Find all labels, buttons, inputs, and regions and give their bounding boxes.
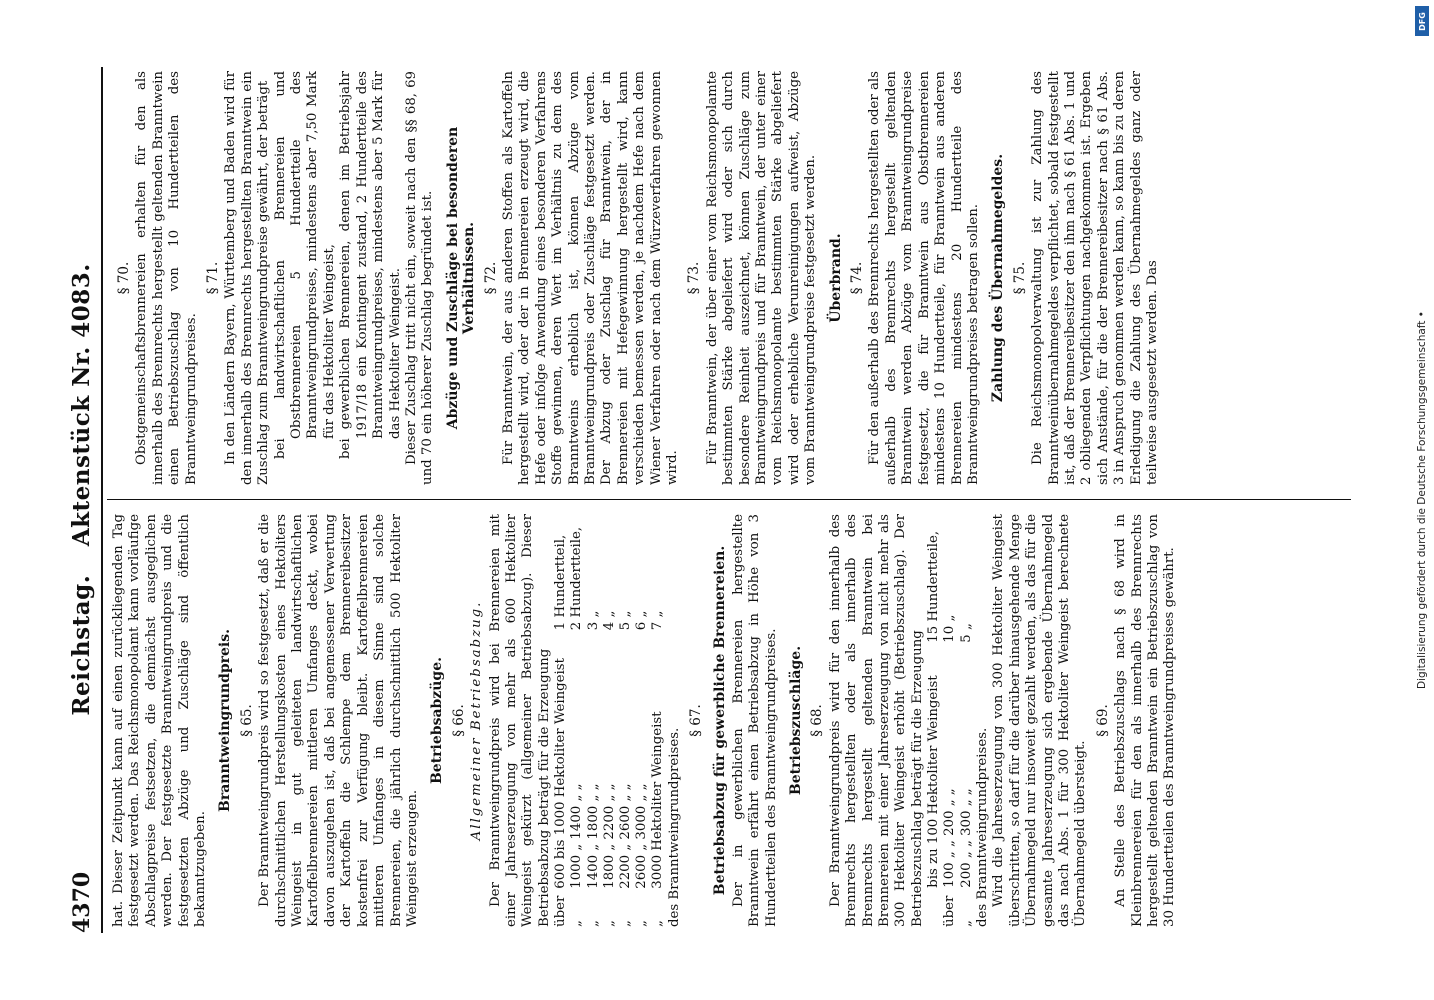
row-share: 2 Hundertteile, [569, 526, 585, 631]
row-range: 3000 Hektoliter Weingeist [650, 711, 666, 889]
table-row [569, 514, 585, 927]
section-67: § 67. [687, 704, 704, 737]
row-prefix [926, 888, 942, 927]
table-68 [926, 514, 975, 927]
table-row [650, 514, 666, 927]
row-share: 4 „ [601, 610, 617, 631]
row-leader [618, 630, 634, 634]
table-row [942, 514, 958, 927]
row-share: 5 „ [617, 610, 633, 631]
tail-68: des Branntweingrundpreises. [974, 727, 990, 927]
paragraph-75: Die Reichsmonopolverwaltung ist zur Zahlung des Branntweinübernahmegeldes verpflichtet, sobald festgestellt ist, daß der Brennereibesitzer den ihm nach § 61 Abs. 1 und 2 obliegenden Verpflichtungen nachgekommen ist. Ergeben sich Anstände, für die der Brennereibesitzer nach § 61 Abs. 3 in Anspruch genommen werden kann, so kann bis zu deren Erledigung die Zahlung des Übernahmegeldes ganz oder teilweise ausgesetzt werden. Das [1030, 71, 1160, 485]
dfg-logo: DFG [1415, 6, 1429, 36]
row-share: 7 „ [650, 610, 666, 631]
section-70: § 70. [116, 261, 132, 295]
table-row [634, 514, 650, 927]
table-row [959, 514, 975, 927]
row-range: 2600 „ 3000 „ „ [634, 783, 650, 889]
heading-betriebsabzuege: Betriebsabzüge. [429, 656, 446, 785]
heading-betriebszuschlaege: Betriebszuschläge. [788, 645, 805, 796]
row-leader [926, 643, 942, 647]
table-row [926, 514, 942, 927]
row-range: 600 bis 1000 Hektoliter Weingeist [553, 658, 569, 889]
row-leader [959, 643, 975, 647]
heading-72: Abzüge und Zuschläge bei besonderen Verhältnissen. [444, 126, 478, 430]
row-leader [569, 630, 585, 634]
section-68: § 68. [809, 704, 826, 737]
page-number: 4370 [69, 871, 95, 933]
row-share: 5 „ [958, 623, 974, 643]
section-65: § 65. [238, 704, 255, 737]
row-prefix: „ [601, 920, 617, 927]
row-leader [634, 630, 650, 634]
heading-74: Überbrand. [827, 233, 844, 323]
table-row [586, 514, 602, 927]
paragraph-65: Der Branntweingrundpreis wird so festgesetzt, daß er die durchschnittlichen Herstellungskosten eines Hektoliters Weingeist in gut geleiteten landwirtschaftlichen Kartoffelbrennereien mittleren Umfanges deckt, wobei davon auszugehen ist, daß bei angemessener Verwertung der Kartoffeln die Schlempe dem Brennereibesitzer kostenfrei zur Verfügung bleibt. Kartoffelbrennereien mittleren Umfanges in diesem Sinne sind solche Brennereien, die jährlich durchschnittlich 500 Hektoliter Weingeist erzeugen. [257, 514, 420, 927]
paragraph-67: Der in gewerblichen Brennereien hergestellte Branntwein erfährt einen Betriebsabzug in Höhe von 3 Hundertteilen des Branntweingrundpreises. [730, 514, 779, 927]
row-leader [602, 630, 618, 634]
list-71b: bei gewerblichen Brennereien, denen im Betriebsjahr 1917/18 ein Kontingent zustand, 2 Hundertteile des Branntweingrundpreises, mindestens aber 5 Mark für das Hektoliter Weingeist. [338, 71, 403, 459]
row-prefix: über [553, 895, 569, 927]
section-69: § 69. [1094, 704, 1111, 737]
digitization-credit [1412, 0, 1432, 1000]
row-prefix: über [942, 895, 958, 927]
row-prefix: „ [585, 920, 601, 927]
list-71a: bei landwirtschaftlichen Brennereien und Obstbrennereien 5 Hundertteile des Branntweingrundpreises, mindestens aber 7,50 Mark für das Hektoliter Weingeist, [272, 71, 337, 459]
subheading-66: Allgemeiner Betriebsabzug. [469, 600, 485, 841]
section-73: § 73. [686, 261, 703, 295]
row-share: 10 „ [942, 614, 958, 643]
paragraph-68: Der Branntweingrundpreis wird für den innerhalb des Brennrechts hergestellten oder als innerhalb des Brennrechts hergestellt geltenden Branntwein bei Brennereien mit einer Jahreserzeugung von nicht mehr als 300 Hektoliter Weingeist erhöht (Betriebszuschlag). Der Betriebszuschlag beträgt für die Erzeugung [827, 514, 925, 927]
row-leader [650, 630, 666, 634]
left-column [107, 500, 1351, 933]
running-header [68, 67, 103, 933]
section-75: § 75. [1011, 261, 1028, 295]
credit-text: Digitalisierung gefördert durch die Deutsche Forschungsgemeinschaft • [1416, 311, 1428, 689]
row-range: 2200 „ 2600 „ „ [617, 783, 633, 889]
paragraph-66: Der Branntweingrundpreis wird bei Brennereien mit einer Jahreserzeugung von mehr als 600 Hektoliter Weingeist gekürzt (allgemeiner Betriebsabzug). Dieser Betriebsabzug beträgt für die Erzeugung [487, 514, 552, 927]
title-left: Reichstag. [68, 574, 95, 716]
intro-paragraph: hat. Dieser Zeitpunkt kann auf einen zurückliegenden Tag festgesetzt werden. Das Reichsmonopolamt kann vorläufige Abschlagpreise festsetzen, die demnächst ausgeglichen werden. Der festgesetzte Branntweingrundpreis und die festgesetzten Abzüge und Zuschläge sind öffentlich bekanntzugeben. [111, 514, 209, 927]
table-66 [553, 514, 666, 927]
row-share: 1 Hundertteil, [553, 534, 569, 631]
page-title [68, 253, 95, 725]
paragraph-72: Für Branntwein, der aus anderen Stoffen als Kartoffeln hergestellt wird, oder der in Brennereien erzeugt wird, die Hefe oder infolge Anwendung eines besonderen Verfahrens Stoffe gewinnen, deren Wert im Verhältnis zu dem des Branntweins erheblich ist, können Abzüge vom Branntweingrundpreis oder Zuschläge festgesetzt werden. Der Abzug oder Zuschlag für Branntwein, der in Brennereien mit Hefegewinnung hergestellt wird, kann verschieden bemessen werden, je nachdem Hefe nach dem Wiener Verfahren oder nach dem Würzeverfahren gewonnen wird. [500, 71, 680, 485]
row-leader [553, 630, 569, 634]
row-prefix: „ [569, 920, 585, 927]
section-71: § 71. [205, 261, 222, 295]
table-row [553, 514, 569, 927]
paragraph-71b: Dieser Zuschlag tritt nicht ein, soweit nach den §§ 68, 69 und 70 ein höherer Zuschlag begründet ist. [403, 71, 436, 485]
title-right: Aktenstück Nr. 4083. [68, 263, 95, 547]
row-range: 1000 „ 1400 „ „ [569, 783, 585, 889]
heading-67: Betriebsabzug für gewerbliche Brennereien. [712, 545, 729, 896]
columns [107, 67, 1351, 933]
row-range: bis zu 100 Hektoliter Weingeist [926, 675, 942, 888]
paragraph-69: An Stelle des Betriebszuschlags nach § 68 wird in Kleinbrennereien für den als innerhalb des Brennrechts hergestellt geltenden Branntwein ein Betriebszuschlag von 30 Hundertteilen des Branntweingrundpreises gewährt. [1113, 514, 1178, 927]
row-leader [942, 643, 958, 647]
table-row [602, 514, 618, 927]
row-share: 3 „ [585, 610, 601, 631]
row-share: 6 „ [634, 610, 650, 631]
row-range: 100 „ „ 200 „ „ [942, 788, 958, 888]
paragraph-71: In den Ländern Bayern, Württemberg und Baden wird für den innerhalb des Brennrechts hergestellten Branntwein ein Zuschlag zum Branntweingrundpreise gewährt, der beträgt [223, 71, 272, 485]
rotated-page [50, 45, 1370, 955]
section-74: § 74. [849, 261, 866, 295]
row-range: 200 „ „ 300 „ „ [958, 788, 974, 888]
section-66: § 66. [450, 704, 467, 737]
row-range: 1800 „ 2200 „ „ [601, 783, 617, 889]
row-prefix: „ [617, 920, 633, 927]
heading-75: Zahlung des Übernahmegeldes. [990, 153, 1007, 403]
right-column [107, 67, 1351, 500]
section-72: § 72. [482, 261, 499, 295]
row-prefix: „ [650, 920, 666, 927]
row-leader [586, 630, 602, 634]
row-prefix: „ [958, 920, 974, 927]
paragraph-73: Für Branntwein, der über einer vom Reichsmonopolamte bestimmten Stärke abgeliefert wird oder sich durch besondere Reinheit auszeichnet, können Zuschläge zum Branntweingrundpreis und für Branntwein, der unter einer vom Reichsmonopolamte bestimmten Stärke abgeliefert wird oder erhebliche Verunreinigungen aufweist, Abzüge vom Branntweingrundpreise festgesetzt werden. [704, 71, 819, 485]
paragraph-74: Für den außerhalb des Brennrechts hergestellten oder als außerhalb des Brennrechts hergestellt geltenden Branntwein werden Abzüge vom Branntweingrundpreise festgesetzt, die für Branntwein aus Obstbrennereien mindestens 10 Hundertteile, für Branntwein aus anderen Brennereien mindestens 20 Hundertteile des Branntweingrundpreises betragen sollen. [867, 71, 981, 485]
paragraph-68b: Wird die Jahreserzeugung von 300 Hektoliter Weingeist überschritten, so darf für die darüber hinausgehende Menge Übernahmegeld nur insoweit gezahlt werden, als das für die gesamte Jahreserzeugung sich ergebende Übernahmegeld das nach Abs. 1 für 300 Hektoliter Weingeist berechnete Übernahmegeld übersteigt. [991, 514, 1089, 927]
paragraph-70: Obstgemeinschaftsbrennereien erhalten für den als innerhalb des Brennrechts hergestellt geltenden Branntwein einen Betriebszuschlag von 10 Hundertteilen des Branntweingrundpreises. [134, 71, 199, 485]
row-share: 15 Hundertteile, [926, 530, 942, 643]
tail-66: des Branntweingrundpreises. [666, 727, 682, 927]
table-row [618, 514, 634, 927]
row-prefix: „ [634, 920, 650, 927]
row-range: 1400 „ 1800 „ „ [585, 783, 601, 889]
heading-grundpreis: Branntweingrundpreis. [217, 628, 234, 813]
